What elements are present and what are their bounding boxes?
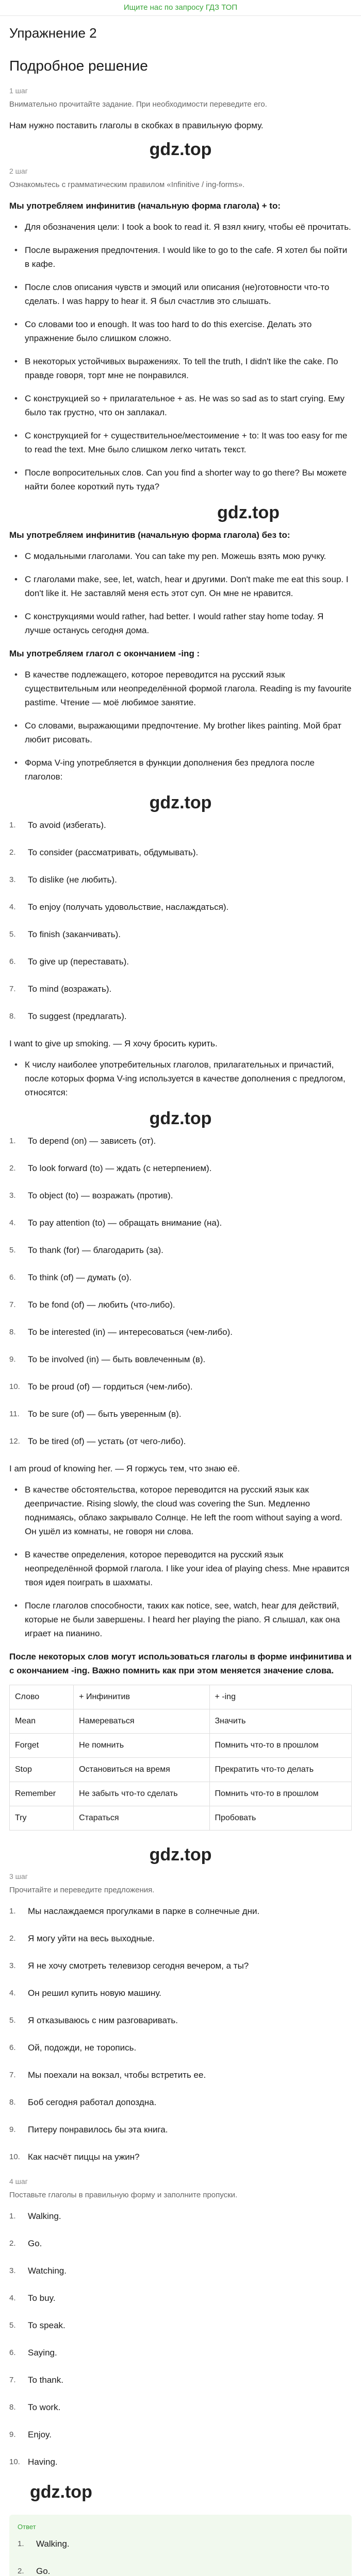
rule-item: • Со словами, выражающими предпочтение. My brother likes painting. Мой брат любит рисовать.	[25, 719, 352, 747]
table-intro: После некоторых слов могут использоваться глаголы в форме инфинитива и с окончанием -ing. Важно помнить как при этом меняется значение слова.	[9, 1652, 352, 1675]
table-cell: Не помнить	[74, 1734, 209, 1758]
table-row	[10, 1758, 352, 1782]
verb-item: 5. To finish (заканчивать).	[9, 929, 121, 939]
table-cell: Не забыть что-то сделать	[74, 1782, 209, 1806]
verb-item: 4. To enjoy (получать удовольствие, наслаждаться).	[9, 902, 229, 912]
section-title: Подробное решение	[9, 58, 148, 74]
top-banner	[0, 0, 361, 16]
table-header: + -ing	[209, 1685, 352, 1709]
answer-item: 2. Go.	[18, 2566, 51, 2576]
rule-list	[9, 549, 352, 637]
sentence-item: 3. Я не хочу смотреть телевизор сегодня вечером, а ты?	[9, 1961, 249, 1971]
watermark: gdz.top	[149, 1845, 212, 1865]
rule-item: • После слов описания чувств и эмоций или описания (не)готовности что-то сделать. I was happy to hear it. Я был счастлив это слышать.	[25, 280, 352, 308]
verb-item: 2. To consider (рассматривать, обдумывать).	[9, 848, 199, 857]
step-hint: Поставьте глаголы в правильную форму и заполните пропуски.	[9, 2191, 238, 2199]
verb-item: 4. To pay attention (to) — обращать внимание (на).	[9, 1218, 222, 1228]
watermark: gdz.top	[149, 1109, 212, 1128]
sentence-item: 5. Я отказываюсь с ним разговаривать.	[9, 2015, 178, 2025]
step-label: 2 шаг	[9, 167, 28, 175]
rule-item: • Для обозначения цели: I took a book to read it. Я взял книгу, чтобы её прочитать.	[25, 220, 352, 234]
table-cell: Стараться	[74, 1806, 209, 1831]
verb-item: 9. To be involved (in) — быть вовлеченным (в).	[9, 1354, 206, 1364]
sentence-item: 1. Мы наслаждаемся прогулками в парке в солнечные дни.	[9, 1906, 260, 1916]
rule-list	[9, 1483, 352, 1640]
watermark: gdz.top	[149, 140, 212, 159]
answer-item: 1. Walking.	[18, 2539, 70, 2549]
solution-page	[0, 25, 361, 2576]
rule-item: • В некоторых устойчивых выражениях. To tell the truth, I didn't like the cake. По правде говоря, торт мне не понравился.	[25, 354, 352, 382]
verb-item: 3. To object (to) — возражать (против).	[9, 1191, 173, 1200]
rule-item: • В качестве подлежащего, которое переводится на русский язык существительным или неопределённой формой глагола. Reading is my favourite pastime. Чтение — моё любимое занятие.	[25, 668, 352, 709]
watermark: gdz.top	[30, 2482, 92, 2502]
verb-item: 1. To depend (on) — зависеть (от).	[9, 1136, 156, 1146]
sentence-item: 7. Мы поехали на вокзал, чтобы встретить ее.	[9, 2070, 206, 2080]
answer-item: 1. Walking.	[9, 2211, 61, 2221]
step-hint: Прочитайте и переведите предложения.	[9, 1886, 155, 1894]
rule-heading: Мы употребляем глагол с окончанием -ing :	[9, 649, 200, 658]
table-cell: Forget	[10, 1734, 74, 1758]
verb-item: 12. To be tired (of) — устать (от чего-либо).	[9, 1436, 186, 1446]
translation-list	[9, 1904, 352, 2164]
table-row	[10, 1709, 352, 1734]
table-cell: Значить	[209, 1709, 352, 1734]
verb-item: 7. To mind (возражать).	[9, 984, 112, 994]
table-cell: Остановиться на время	[74, 1758, 209, 1782]
table-row	[10, 1734, 352, 1758]
answer-item: 8. To work.	[9, 2402, 61, 2412]
table-row	[10, 1782, 352, 1806]
table-cell: Stop	[10, 1758, 74, 1782]
verb-item: 8. To be interested (in) — интересоваться (чем-либо).	[9, 1327, 233, 1337]
rule-item: • Форма V-ing употребляется в функции дополнения без предлога после глаголов:	[25, 756, 352, 784]
answer-item: 2. Go.	[9, 2239, 42, 2248]
sentence-item: 4. Он решил купить новую машину.	[9, 1988, 161, 1998]
rule-item: • К числу наиболее употребительных глаголов, прилагательных и причастий, после которых форма V-ing используется в качестве дополнения с предлогом, относятся:	[25, 1058, 352, 1099]
answer-item: 4. To buy.	[9, 2293, 56, 2303]
rule-list	[9, 1058, 352, 1099]
answer-item: 7. To thank.	[9, 2375, 63, 2385]
step-label: 3 шаг	[9, 1872, 28, 1880]
sentence-item: 10. Как насчёт пиццы на ужин?	[9, 2152, 140, 2162]
rule-item: • С конструкцией for + существительное/местоимение + to: It was too easy for me to read the text. Мне было слишком легко читать текст.	[25, 429, 352, 456]
rule-list	[9, 220, 352, 494]
answer-item: 3. Watching.	[9, 2266, 67, 2276]
table-cell: Пробовать	[209, 1806, 352, 1831]
answer-item: 6. Saying.	[9, 2348, 57, 2358]
watermark: gdz.top	[217, 503, 280, 522]
rule-item: • С модальными глаголами. You can take my pen. Можешь взять мою ручку.	[25, 549, 352, 563]
step-label: 1 шаг	[9, 87, 28, 95]
verb-item: 2. To look forward (to) — ждать (с нетерпением).	[9, 1163, 212, 1173]
table-cell: Прекратить что-то делать	[209, 1758, 352, 1782]
rule-heading: Мы употребляем инфинитив (начальную форма глагола) без to:	[9, 530, 290, 540]
rule-item: • С глаголами make, see, let, watch, hear и другими. Don't make me eat this soup. I don't like it. Не заставляй меня есть этот суп. Он мне не нравится.	[25, 572, 352, 600]
task-text: Нам нужно поставить глаголы в скобках в правильную форму.	[9, 121, 264, 130]
rule-item: • После выражения предпочтения. I would like to go to the cafe. Я хотел бы пойти в кафе.	[25, 243, 352, 271]
rule-list	[9, 668, 352, 784]
verb-item: 11. To be sure (of) — быть уверенным (в).	[9, 1409, 182, 1419]
rule-item: • С конструкциями would rather, had better. I would rather stay home today. Я лучше останусь сегодня дома.	[25, 609, 352, 637]
table-header: + Инфинитив	[74, 1685, 209, 1709]
table-cell: Помнить что-то в прошлом	[209, 1782, 352, 1806]
example-text: I want to give up smoking. — Я хочу бросить курить.	[9, 1039, 218, 1048]
answer-item: 9. Enjoy.	[9, 2430, 52, 2439]
example-text: I am proud of knowing her. — Я горжусь тем, что знаю её.	[9, 1464, 240, 1473]
verb-item: 6. To give up (переставать).	[9, 957, 129, 967]
answer-item: 5. To speak.	[9, 2320, 65, 2330]
table-cell: Помнить что-то в прошлом	[209, 1734, 352, 1758]
grammar-table	[9, 1685, 352, 1831]
rule-item: • В качестве определения, которое переводится на русский язык неопределённой формой глагола. I like your idea of playing chess. Мне нравится твоя идея поиграть в шахматы.	[25, 1548, 352, 1589]
final-answer-list	[18, 2537, 343, 2576]
top-link[interactable]: Ищите нас по запросу ГДЗ ТОП	[123, 3, 238, 12]
rule-item: • После вопросительных слов. Can you find a shorter way to go there? Вы можете найти более короткий путь туда?	[25, 466, 352, 494]
sentence-item: 6. Ой, подожди, не торопись.	[9, 2043, 137, 2053]
table-row	[10, 1806, 352, 1831]
watermark: gdz.top	[149, 793, 212, 812]
step-hint: Внимательно прочитайте задание. При необходимости переведите его.	[9, 100, 267, 109]
rule-item: • С конструкцией so + прилагательное + as. He was so sad as to start crying. Ему было так грустно, что он заплакал.	[25, 392, 352, 419]
answer-label: Ответ	[18, 2523, 36, 2531]
table-header: Слово	[10, 1685, 74, 1709]
step-hint: Ознакомьтесь с грамматическим правилом «Infinitive / ing-forms».	[9, 180, 245, 189]
table-cell: Mean	[10, 1709, 74, 1734]
verb-item: 3. To dislike (не любить).	[9, 875, 117, 885]
table-header-row	[10, 1685, 352, 1709]
table-cell: Remember	[10, 1782, 74, 1806]
page-title: Упражнение 2	[9, 25, 97, 41]
verb-list	[9, 818, 352, 1023]
sentence-item: 2. Я могу уйти на весь выходные.	[9, 1934, 155, 1943]
verb-item: 7. To be fond (of) — любить (что-либо).	[9, 1300, 175, 1310]
table-cell: Намереваться	[74, 1709, 209, 1734]
verb-item: 5. To thank (for) — благодарить (за).	[9, 1245, 163, 1255]
answer-box	[9, 2515, 352, 2576]
answer-item: 10. Having.	[9, 2457, 58, 2467]
verb-item: 1. To avoid (избегать).	[9, 820, 106, 830]
table-cell: Try	[10, 1806, 74, 1831]
verb-item: 10. To be proud (of) — гордиться (чем-либо).	[9, 1382, 193, 1392]
rule-item: • В качестве обстоятельства, которое переводится на русский язык как деепричастие. Rising slowly, the cloud was covering the Sun. Медленно поднимаясь, облако закрывало Солнце. He left the room without saying a word. Он ушёл из комнаты, не говоря ни слова.	[25, 1483, 352, 1538]
rule-item: • Со словами too и enough. It was too hard to do this exercise. Делать это упражнение было слишком сложно.	[25, 317, 352, 345]
draft-answer-list	[9, 2209, 352, 2469]
rule-heading: Мы употребляем инфинитив (начальную форма глагола) + to:	[9, 201, 281, 211]
verb-list	[9, 1134, 352, 1448]
verb-item: 8. To suggest (предлагать).	[9, 1011, 127, 1021]
rule-item: • После глаголов способности, таких как notice, see, watch, hear для действий, которые не были завершены. I heard her playing the piano. Я слышал, как она играет на пианино.	[25, 1599, 352, 1640]
sentence-item: 9. Питеру понравилось бы эта книга.	[9, 2125, 168, 2134]
verb-item: 6. To think (of) — думать (о).	[9, 1273, 132, 1282]
step-label: 4 шаг	[9, 2177, 28, 2185]
sentence-item: 8. Боб сегодня работал допоздна.	[9, 2097, 157, 2107]
